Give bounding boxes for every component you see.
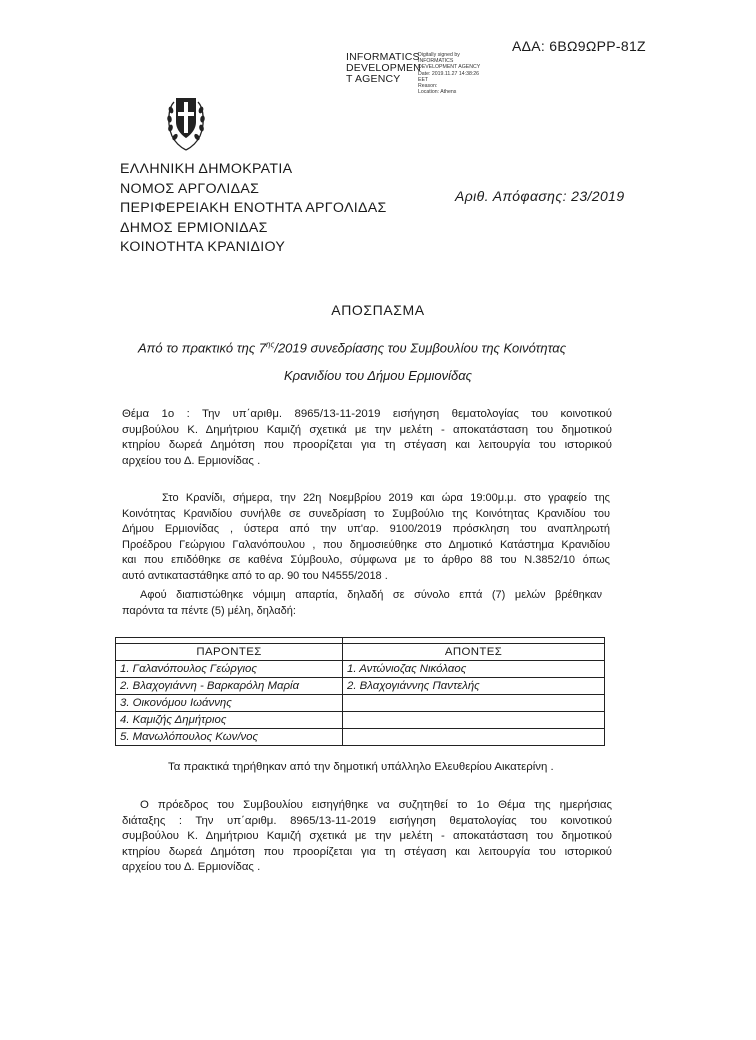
signature-meta-line: EET (418, 76, 429, 83)
authority-line: ΔΗΜΟΣ ΕΡΜΙΟΝΙΔΑΣ (120, 219, 268, 236)
present-header: ΠΑΡΟΝΤΕΣ (116, 644, 343, 661)
absent-member (343, 729, 605, 746)
signature-org-line: T AGENCY (346, 73, 401, 85)
authority-line: ΠΕΡΙΦΕΡΕΙΑΚΗ ΕΝΟΤΗΤΑ ΑΡΓΟΛΙΔΑΣ (120, 200, 387, 216)
paragraph-line: συμβούλου Κ. Δημήτριου Καμιζή σχετικά με την μελέτη - αποκατάσταση του δημοτικού (122, 423, 612, 436)
paragraph-line: Δήμου Ερμιονίδας , ύστερα από την υπ'αρ. 9100/2019 πρόσκληση του αναπληρωτή (122, 523, 610, 535)
present-member: 1. Γαλανόπουλος Γεώργιος (116, 661, 343, 678)
paragraph-line: αρχείου του Δ. Ερμιονίδας . (122, 861, 261, 873)
paragraph-line: παρόντα τα πέντε (5) μέλη, δηλαδή: (122, 604, 296, 617)
absent-member: 1. Αντώνιοζας Νικόλαος (343, 661, 605, 678)
paragraph-line: κτηρίου δωρεά Δημότση που προορίζεται για τη στέγαση και λειτουργία του ιστορικού (122, 845, 612, 858)
signature-meta-line: Date: 2019.11.27 14:38:26 (418, 70, 480, 77)
subtitle-line-1 (138, 340, 566, 355)
authority-line: ΕΛΛΗΝΙΚΗ ΔΗΜΟΚΡΑΤΙΑ (120, 161, 293, 177)
authority-line: ΝΟΜΟΣ ΑΡΓΟΛΙΔΑΣ (120, 180, 260, 197)
table-row (116, 661, 605, 678)
signature-organization (346, 51, 421, 85)
paragraph-line: αρχείου του Δ. Ερμιονίδας . (122, 454, 261, 467)
ada-code: ΑΔΑ: 6ΒΩ9ΩΡΡ-81Ζ (512, 38, 646, 54)
signature-meta-line: INFORMATICS (418, 58, 454, 65)
subject-paragraph (122, 407, 612, 469)
absent-header: ΑΠΟΝΤΕΣ (343, 644, 605, 661)
paragraph-line: και που επιδόθηκε σε καθένα Σύμβουλο, σύμφωνα με το άρθρο 88 του Ν.3852/10 όπως (122, 554, 610, 566)
present-member: 2. Βλαχογιάννη - Βαρκαρόλη Μαρία (116, 678, 343, 695)
present-member: 3. Οικονόμου Ιωάννης (116, 695, 343, 712)
table-row (116, 678, 605, 695)
subtitle-superscript: ης (266, 340, 275, 349)
subtitle-line-2: Κρανιδίου του Δήμου Ερμιονίδας (284, 368, 472, 383)
proposal-paragraph (122, 798, 612, 876)
paragraph-line: διάταξης : Την υπ΄αριθμ. 8965/13-11-2019 εισήγηση θεματολογίας του κοινοτικού (122, 814, 612, 827)
table-header-row (116, 644, 605, 661)
absent-member: 2. Βλαχογιάννης Παντελής (343, 678, 605, 695)
paragraph-line: αυτό αντικαταστάθηκε από το αρ. 90 του Ν4555/2018 . (122, 569, 388, 582)
paragraph-line: Θέμα 1ο : Την υπ΄αριθμ. 8965/13-11-2019 εισήγηση θεματολογίας του κοινοτικού (122, 408, 612, 420)
paragraph-line: Ο πρόεδρος του Συμβουλίου εισηγήθηκε να συζητηθεί το 1ο Θέμα της ημερήσιας (140, 799, 612, 811)
authority-line: ΚΟΙΝΟΤΗΤΑ ΚΡΑΝΙΔΙΟΥ (120, 239, 286, 255)
signature-org-line: INFORMATICS (346, 51, 420, 63)
paragraph-line: Κοινότητας Κρανιδίου συνήλθε σε συνεδρίαση το Συμβούλιο της Κοινότητας Κρανιδίου του (122, 507, 610, 520)
table-row (116, 712, 605, 729)
signature-meta-line: Digitally signed by (418, 52, 460, 58)
paragraph-line: συμβούλου Κ. Δημήτριου Καμιζή σχετικά με την μελέτη - αποκατάσταση του δημοτικού (122, 830, 612, 842)
signature-meta-line: Reason: (418, 83, 438, 90)
issuing-authority (120, 160, 387, 258)
table-row (116, 729, 605, 746)
signature-meta-line: Location: Athens (418, 89, 457, 96)
signature-metadata (418, 52, 508, 95)
present-member: 5. Μανωλόπουλος Κων/νος (116, 729, 343, 746)
absent-member (343, 712, 605, 729)
document-title: ΑΠΟΣΠΑΣΜΑ (331, 302, 425, 318)
subtitle-pre: Από το πρακτικό της 7 (138, 340, 266, 356)
paragraph-line: Στο Κρανίδι, σήμερα, την 22η Νοεμβρίου 2019 και ώρα 19:00μ.μ. στο γραφείο της (162, 492, 610, 504)
table-row (116, 695, 605, 712)
paragraph-line: κτηρίου δωρεά Δημότση που προορίζεται για τη στέγαση και λειτουργία του ιστορικού (122, 439, 612, 451)
signature-meta-line: DEVELOPMENT AGENCY (418, 64, 481, 71)
present-member: 4. Καμιζής Δημήτριος (116, 712, 343, 729)
minutes-keeper-note: Τα πρακτικά τηρήθηκαν από την δημοτική υπάλληλο Ελευθερίου Αικατερίνη . (168, 761, 554, 773)
absent-member (343, 695, 605, 712)
signature-org-line: DEVELOPMEN (346, 62, 421, 74)
greek-emblem-icon (162, 88, 210, 154)
paragraph-line: Προέδρου Γεώργιου Γαλανόπουλου , που δημοσιεύθηκε στο Δημοτικό Κατάστημα Κρανιδίου (122, 538, 610, 551)
members-table (115, 637, 605, 746)
subtitle-post: /2019 συνεδρίασης του Συμβουλίου της Κοινότητας (274, 340, 567, 356)
decision-number: Αριθ. Απόφασης: 23/2019 (455, 188, 625, 204)
paragraph-line: Αφού διαπιστώθηκε νόμιμη απαρτία, δηλαδή σε σύνολο επτά (7) μελών βρέθηκαν (140, 589, 602, 601)
meeting-paragraph (122, 491, 610, 584)
quorum-paragraph (122, 588, 602, 619)
